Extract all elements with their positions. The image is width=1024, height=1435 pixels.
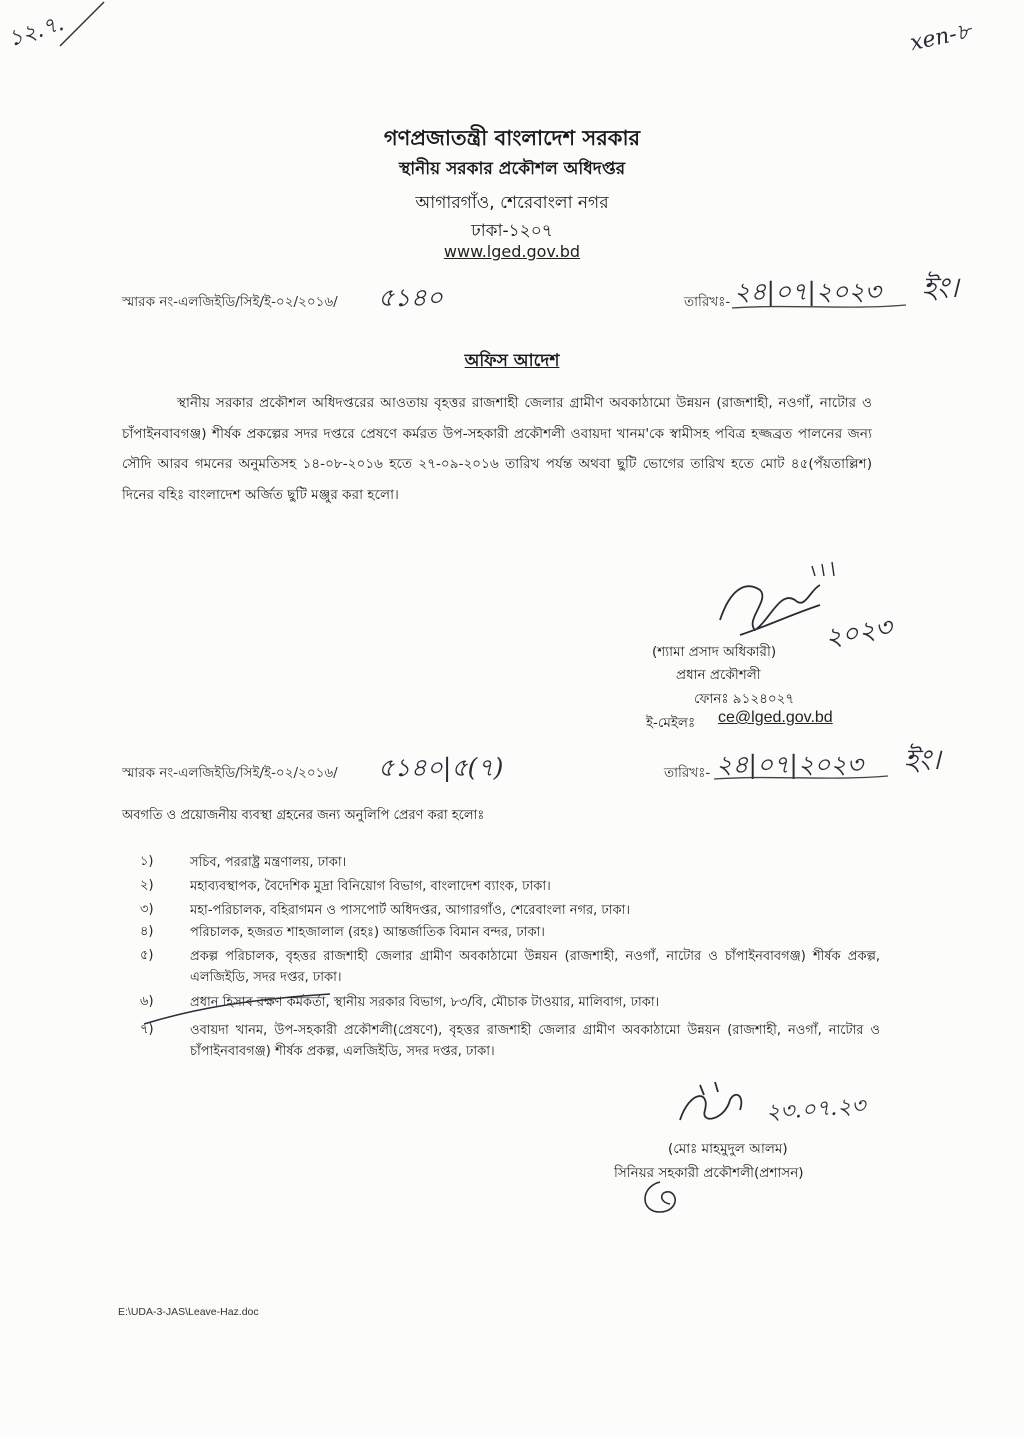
office-order-body: স্থানীয় সরকার প্রকৌশল অধিদপ্তরের আওতায় বৃহত্তর রাজশাহী জেলার গ্রামীণ অবকাঠামো উন্নয়ন (রাজশাহী, নওগাঁ, নাটোর ও চাঁপাইনবাবগঞ্জ) শীর্ষক প্রকল্পের সদর দপ্তরে প্রেষণে কর্মরত উপ-সহকারী প্রকৌশলী ওবায়দা খানম'কে স্বামীসহ পবিত্র হজ্জব্রত পালনের জন্য সৌদি আরব গমনের অনুমতিসহ ১৪-০৮-২০১৬ হতে ২৭-০৯-২০১৬ তারিখ পর্যন্ত অথবা ছুটি ভোগের তারিখ হতে মোট ৪৫(পঁয়তাল্লিশ) দিনের বহিঃ বাংলাদেশ অর্জিত ছুটি মঞ্জুর করা হলো। bbox=[122, 395, 872, 503]
signatory2-name: (মোঃ মাহমুদুল আলম) bbox=[668, 1141, 788, 1157]
signatory2-designation: সিনিয়র সহকারী প্রকৌশলী(প্রশাসন) bbox=[614, 1165, 804, 1181]
corner-stroke-left bbox=[0, 0, 110, 70]
signatory1-email: ce@lged.gov.bd bbox=[718, 709, 833, 726]
signature2-scribble bbox=[670, 1080, 760, 1140]
file-path-footer: E:\UDA-3-JAS\Leave-Haz.doc bbox=[118, 1306, 259, 1318]
memo2-date-label: তারিখঃ- bbox=[664, 765, 711, 781]
copy-item-number: ৩) bbox=[140, 902, 154, 917]
corner-note-left: ১২.৭. bbox=[5, 10, 68, 53]
copy-item-number: ৪) bbox=[140, 924, 154, 939]
memo2-label: স্মারক নং-এলজিইডি/সিই/ই-০২/২০১৬/ bbox=[122, 765, 338, 781]
memo1-date-label: তারিখঃ- bbox=[684, 294, 731, 310]
memo2-date-handwritten: ২৪|০৭|২০২৩ bbox=[716, 750, 863, 779]
corner-note-right: xen-৮ bbox=[907, 18, 974, 57]
copy-item-text: ওবায়দা খানম, উপ-সহকারী প্রকৌশলী(প্রেষণে), বৃহত্তর রাজশাহী জেলার গ্রামীণ অবকাঠামো উন্নয়ন (রাজশাহী, নওগাঁ, নাটোর ও চাঁপাইনবাবগঞ্জ) শীর্ষক প্রকল্প, এলজিইডি, সদর দপ্তর, ঢাকা। bbox=[190, 1023, 880, 1059]
signatory1-designation: প্রধান প্রকৌশলী bbox=[676, 667, 761, 683]
department-city: ঢাকা-১২০৭ bbox=[471, 221, 553, 241]
government-title: গণপ্রজাতন্ত্রী বাংলাদেশ সরকার bbox=[383, 126, 641, 150]
copy-item-number: ৬) bbox=[140, 994, 154, 1009]
copy-item-text: সচিব, পররাষ্ট্র মন্ত্রণালয়, ঢাকা। bbox=[190, 855, 347, 870]
memo1-date-suffix: ইং। bbox=[922, 271, 959, 304]
copy-item-text: পরিচালক, হজরত শাহজালাল (রহঃ) আন্তর্জাতিক বিমান বন্দর, ঢাকা। bbox=[190, 925, 545, 940]
department-website: www.lged.gov.bd bbox=[443, 242, 581, 261]
department-name: স্থানীয় সরকার প্রকৌশল অধিদপ্তর bbox=[398, 159, 626, 179]
signature2-date: ২৩.০৭.২৩ bbox=[765, 1093, 867, 1126]
copy-item-text: প্রধান হিসাব রক্ষণ কর্মকর্তা, স্থানীয় সরকার বিভাগ, ৮৩/বি, মৌচাক টাওয়ার, মালিবাগ, ঢাকা। bbox=[190, 995, 660, 1010]
initial-mark bbox=[630, 1172, 700, 1222]
handwritten-strike-mark bbox=[140, 990, 340, 1030]
copy-item-number: ১) bbox=[140, 854, 154, 869]
copy-item-number: ৫) bbox=[140, 948, 154, 963]
signature1-date-mark: ২০২৩ bbox=[822, 612, 895, 654]
memo1-number-handwritten: ৫১৪০ bbox=[378, 283, 443, 312]
memo1-date-underline bbox=[730, 300, 910, 312]
memo2-number-handwritten: ৫১৪০|৫(৭) bbox=[378, 753, 504, 782]
memo2-date-underline bbox=[712, 772, 892, 784]
signatory1-name: (শ্যামা প্রসাদ অধিকারী) bbox=[652, 644, 777, 660]
copy-item-text: মহাব্যবস্থাপক, বৈদেশিক মুদ্রা বিনিয়োগ বিভাগ, বাংলাদেশ ব্যাংক, ঢাকা। bbox=[190, 879, 551, 894]
copies-intro: অবগতি ও প্রয়োজনীয় ব্যবস্থা গ্রহনের জন্য অনুলিপি প্রেরণ করা হলোঃ bbox=[122, 808, 485, 823]
copy-item-number: ৭) bbox=[140, 1022, 154, 1037]
office-order-title: অফিস আদেশ bbox=[464, 351, 560, 371]
memo1-date-handwritten: ২৪|০৭|২০২৩ bbox=[734, 277, 881, 306]
department-address: আগারগাঁও, শেরেবাংলা নগর bbox=[415, 193, 609, 213]
copy-item-text: মহা-পরিচালক, বহিরাগমন ও পাসপোর্ট অধিদপ্তর, আগারগাঁও, শেরেবাংলা নগর, ঢাকা। bbox=[190, 903, 631, 918]
signatory1-phone: ফোনঃ ৯১২৪০২৭ bbox=[694, 691, 795, 707]
signatory1-email-label: ই-মেইলঃ bbox=[646, 715, 696, 731]
memo1-label: স্মারক নং-এলজিইডি/সিই/ই-০২/২০১৬/ bbox=[122, 294, 338, 310]
copy-item-text: প্রকল্প পরিচালক, বৃহত্তর রাজশাহী জেলার গ্রামীণ অবকাঠামো উন্নয়ন (রাজশাহী, নওগাঁ, নাটোর ও চাঁপাইনবাবগঞ্জ) শীর্ষক প্রকল্প, এলজিইডি, সদর দপ্তর, ঢাকা। bbox=[190, 949, 880, 985]
memo2-date-suffix: ইং। bbox=[904, 743, 941, 776]
copy-item-number: ২) bbox=[140, 878, 154, 893]
